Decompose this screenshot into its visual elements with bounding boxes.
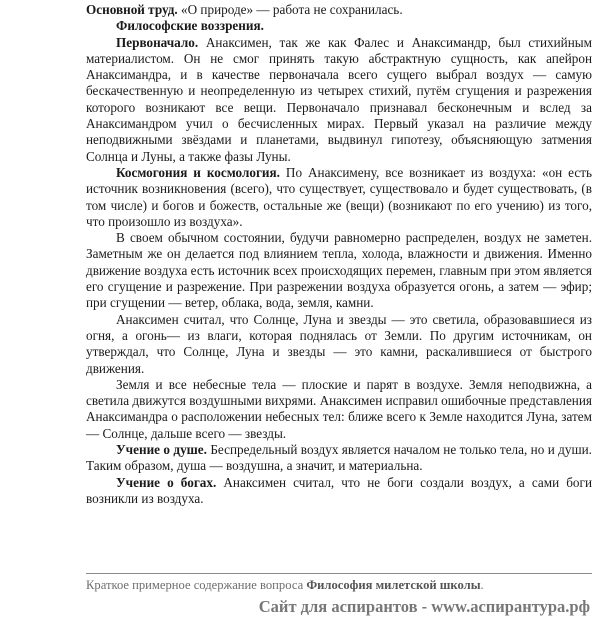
gods-paragraph [86, 475, 592, 508]
article-body [86, 2, 592, 507]
first-principle-paragraph [86, 35, 592, 165]
main-work-text: «О природе» — работа не сохранилась. [177, 2, 403, 17]
gods-label: Учение о богах. [116, 474, 217, 490]
footer-divider [86, 573, 592, 574]
first-principle-label: Первоначало. [116, 34, 199, 50]
celestial-origin-paragraph: Анаксимен считал, что Солнце, Луна и звезды — это светила, образовавшиеся из огня, а огонь— из влаги, которая поднялась от Земли. По другим источникам, он утверждал, что Солнце, Луна и звезды — это камни, раскалившиеся от быстрого движения. [86, 311, 592, 376]
summary-suffix: . [480, 578, 484, 592]
first-principle-text: Анаксимен, так же как Фалес и Анаксимандр, был стихийным материалистом. Он не смог принять такую абстрактную сущность, как апейрон Анаксимандра, и в качестве первоначала всего сущего выбрал воздух — самую бескачественную и неопределенную из четырех стихий, путём сгущения и разрежения которого возникают все вещи. Первоначало признавал бесконечным и вслед за Анаксимандром учил о бесчисленных мирах. Первый указал на различие между неподвижными звёздами и планетами, выдвинул гипотезу, объясняющую затмения Солнца и Луны, а также фазы Луны. [86, 34, 592, 164]
summary-topic-link[interactable]: Философия милетской школы [306, 578, 481, 592]
site-credit[interactable]: Сайт для аспирантов - www.аспирантура.рф [258, 597, 590, 616]
cosmogony-paragraph [86, 165, 592, 230]
main-work-paragraph [86, 2, 592, 18]
cosmogony-text: По Анаксимену, все возникает из воздуха: «он есть источник возникновения (всего), что существует, существовало и будет существовать, (в том числе) и богов и божеств, остальные же (вещи) (возникают по его учению) из того, что произошло из воздуха». [86, 164, 592, 229]
soul-paragraph [86, 442, 592, 475]
summary-prefix: Краткое примерное содержание вопроса [86, 578, 307, 592]
soul-label: Учение о душе. [116, 442, 207, 458]
main-work-label: Основной труд. [86, 2, 178, 17]
earth-paragraph: Земля и все небесные тела — плоские и парят в воздухе. Земля неподвижна, а светила движутся воздушными вихрями. Анаксимен исправил ошибочные представления Анаксимандра о расположении небесных тел: ближе всего к Земле находится Луна, затем — Солнце, дальше всего — звезды. [86, 376, 592, 441]
soul-text: Беспредельный воздух является началом не только тела, но и души. Таким образом, душа — воздушна, а значит, и материальна. [86, 442, 592, 474]
cosmogony-label: Космогония и космология. [116, 164, 280, 180]
gods-text: Анаксимен считал, что не боги создали воздух, а сами боги возникли из воздуха. [86, 474, 592, 506]
philosophy-heading: Философские воззрения. [116, 18, 264, 34]
air-state-paragraph: В своем обычном состоянии, будучи равномерно распределен, воздух не заметен. Заметным же он делается под влиянием тепла, холода, влажности и движения. Именно движение воздуха есть источник всех происходящих перемен, главным при этом является его сгущение и разрежение. При разрежении воздуха образуется огонь, а затем — эфир; при сгущении — ветер, облака, вода, земля, камни. [86, 230, 592, 311]
summary-line [86, 578, 596, 593]
